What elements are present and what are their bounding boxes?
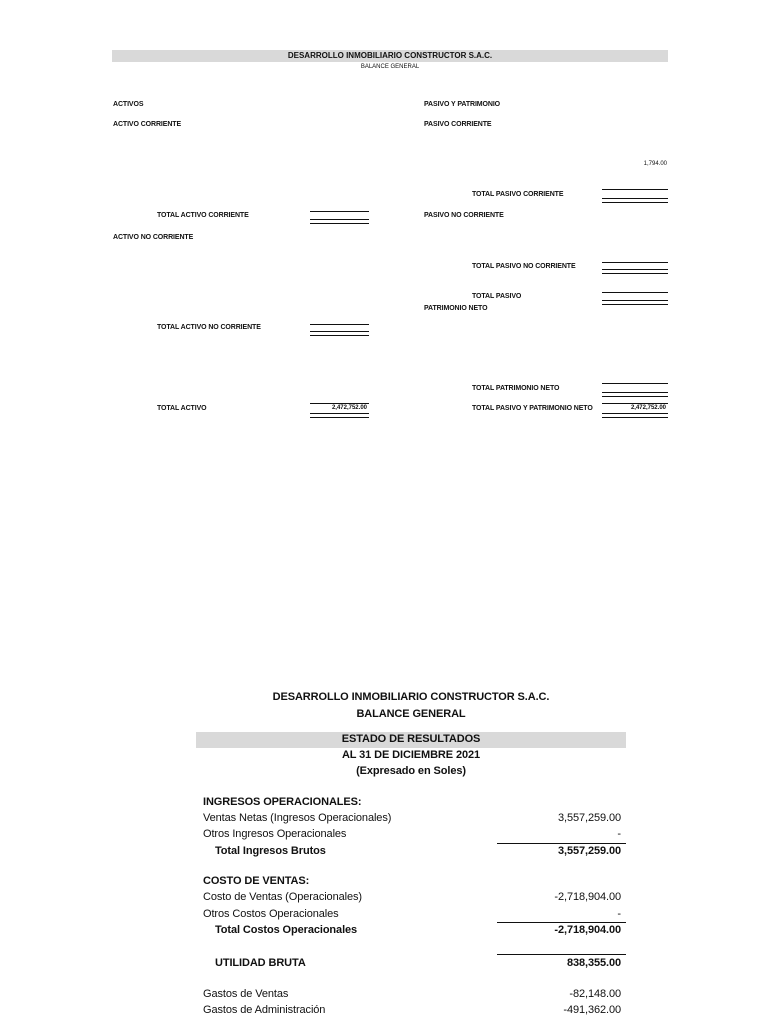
er-subtitle: BALANCE GENERAL: [356, 708, 466, 720]
subtotal-rule: [602, 383, 668, 384]
activos-heading: ACTIVOS: [113, 101, 144, 108]
total-activo-value: 2,472,752.00: [331, 405, 367, 411]
er-currency-note: (Expresado en Soles): [356, 765, 466, 777]
subtotal-rule: [602, 292, 668, 293]
gastos-ventas-value: -82,148.00: [569, 988, 621, 1000]
total-costos-value: -2,718,904.00: [554, 924, 621, 936]
total-pasivo-patrimonio-value: 2,472,752.00: [630, 405, 666, 411]
ventas-netas-label: Ventas Netas (Ingresos Operacionales): [203, 812, 392, 824]
otros-costos-label: Otros Costos Operacionales: [203, 908, 339, 920]
pasivo-no-corriente-heading: PASIVO NO CORRIENTE: [424, 212, 504, 219]
subtotal-rule: [602, 403, 668, 404]
total-pasivo-corriente-label: TOTAL PASIVO CORRIENTE: [472, 191, 564, 198]
subtotal-rule: [497, 954, 626, 955]
gastos-admin-label: Gastos de Administración: [203, 1004, 326, 1016]
total-activo-label: TOTAL ACTIVO: [157, 405, 207, 412]
patrimonio-neto-heading: PATRIMONIO NETO: [424, 305, 488, 312]
subtotal-rule: [310, 324, 369, 325]
subtotal-rule: [310, 211, 369, 212]
double-rule: [602, 269, 668, 274]
total-ingresos-label: Total Ingresos Brutos: [215, 845, 326, 857]
costo-ventas-value: -2,718,904.00: [554, 891, 621, 903]
otros-costos-value: -: [617, 908, 621, 920]
subtotal-rule: [602, 189, 668, 190]
subtotal-rule: [310, 403, 369, 404]
gastos-ventas-label: Gastos de Ventas: [203, 988, 289, 1000]
otros-ingresos-label: Otros Ingresos Operacionales: [203, 828, 347, 840]
double-rule: [310, 413, 369, 418]
pasivo-corriente-heading: PASIVO CORRIENTE: [424, 121, 492, 128]
ingresos-heading: INGRESOS OPERACIONALES:: [203, 796, 362, 808]
total-patrimonio-neto-label: TOTAL PATRIMONIO NETO: [472, 385, 560, 392]
subtotal-rule: [497, 922, 626, 923]
costo-ventas-label: Costo de Ventas (Operacionales): [203, 891, 362, 903]
gastos-admin-value: -491,362.00: [563, 1004, 621, 1016]
er-title: ESTADO DE RESULTADOS: [341, 733, 481, 745]
activo-no-corriente-heading: ACTIVO NO CORRIENTE: [113, 234, 194, 241]
total-costos-label: Total Costos Operacionales: [215, 924, 358, 936]
subtotal-rule: [602, 262, 668, 263]
utilidad-bruta-label: UTILIDAD BRUTA: [215, 957, 306, 969]
double-rule: [310, 331, 369, 336]
double-rule: [602, 392, 668, 397]
total-pasivo-patrimonio-label: TOTAL PASIVO Y PATRIMONIO NETO: [472, 405, 593, 412]
ventas-netas-value: 3,557,259.00: [557, 812, 621, 824]
utilidad-bruta-value: 838,355.00: [566, 957, 621, 969]
pasivo-patrimonio-heading: PASIVO Y PATRIMONIO: [424, 101, 501, 108]
activo-corriente-heading: ACTIVO CORRIENTE: [113, 121, 182, 128]
total-ingresos-value: 3,557,259.00: [557, 845, 621, 857]
pasivo-corriente-value: 1,794.00: [643, 161, 667, 167]
er-company-title: DESARROLLO INMOBILIARIO CONSTRUCTOR S.A.C.: [272, 691, 550, 703]
subtotal-rule: [497, 843, 626, 844]
double-rule: [602, 198, 668, 203]
costo-ventas-heading: COSTO DE VENTAS:: [203, 875, 310, 887]
double-rule: [602, 413, 668, 418]
double-rule: [310, 219, 369, 224]
total-pasivo-no-corriente-label: TOTAL PASIVO NO CORRIENTE: [472, 263, 576, 270]
double-rule: [602, 300, 668, 305]
total-pasivo-label: TOTAL PASIVO: [472, 293, 522, 300]
otros-ingresos-value: -: [617, 828, 621, 840]
er-date: AL 31 DE DICIEMBRE 2021: [341, 749, 481, 761]
company-title: DESARROLLO INMOBILIARIO CONSTRUCTOR S.A.C.: [287, 51, 493, 60]
balance-subtitle: BALANCE GENERAL: [360, 64, 420, 70]
total-activo-corriente-label: TOTAL ACTIVO CORRIENTE: [157, 212, 249, 219]
total-activo-no-corriente-label: TOTAL ACTIVO NO CORRIENTE: [157, 324, 261, 331]
